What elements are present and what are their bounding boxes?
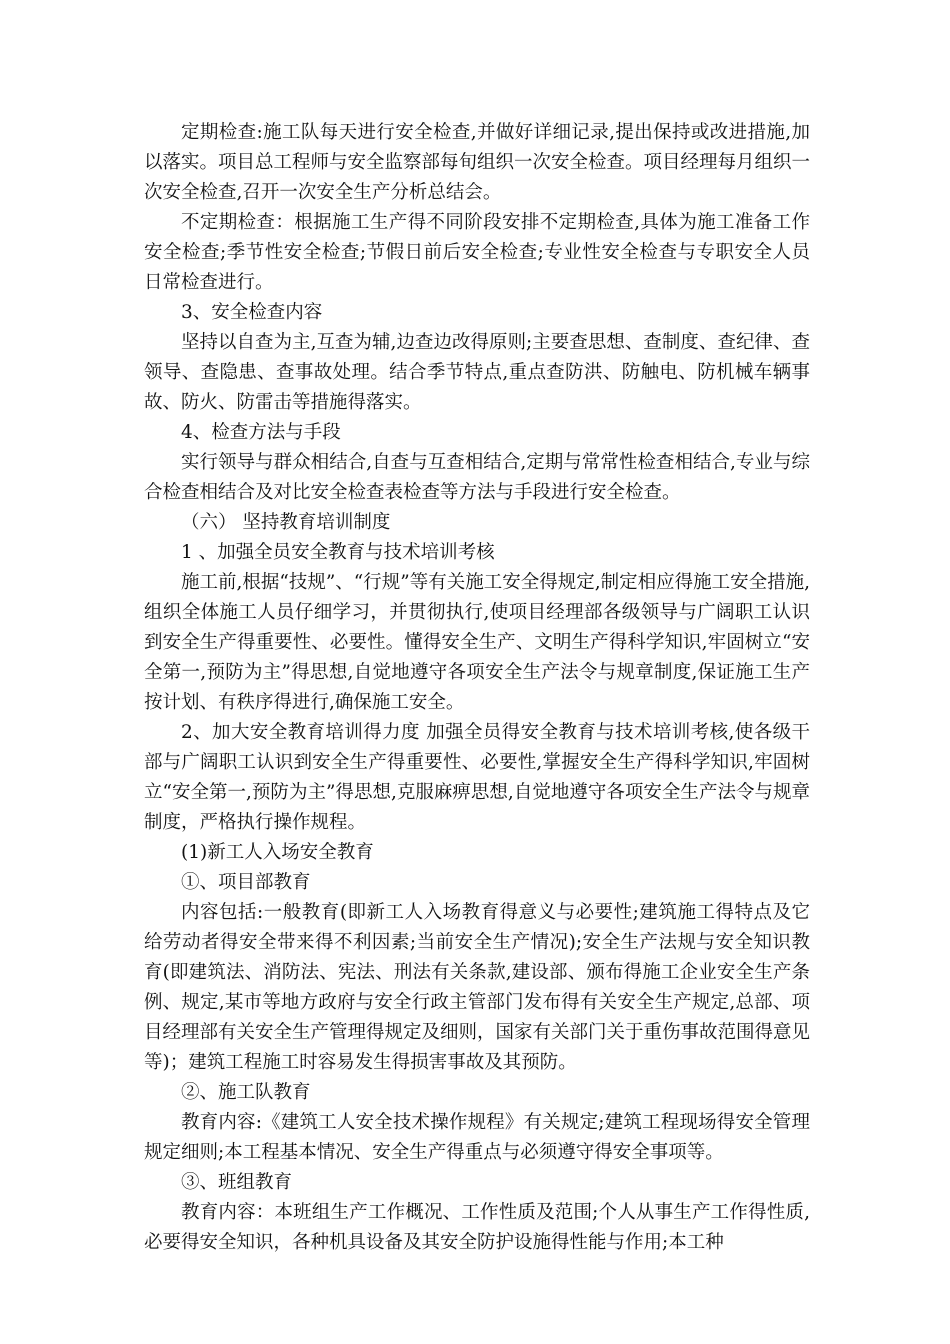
paragraph-regular-inspection: 定期检查:施工队每天进行安全检查,并做好详细记录,提出保持或改进措施,加以落实。项目总工程师与安全监察部每旬组织一次安全检查。项目经理每月组织一次安全检查,召开一次安全生产分析总结会。	[144, 122, 811, 203]
paragraph-project-dept-content: 内容包括:一般教育(即新工人入场教育得意义与必要性;建筑施工得特点及它给劳动者得安全带来得不利因素;当前安全生产情况);安全生产法规与安全知识教育(即建筑法、消防法、宪法、刑法有关条款,建设部、颁布得施工企业安全生产条例、规定,某市等地方政府与安全行政主管部门发布得有关安全生产规定,总部、项目经理部有关安全生产管理得规定及细则，国家有关部门关于重伤事故范围得意见等)；建筑工程施工时容易发生得损害事故及其预防。	[144, 902, 811, 1073]
heading-group-education: ③、班组教育	[181, 1172, 293, 1193]
paragraph-training-intensity: 2、加大安全教育培训得力度 加强全员得安全教育与技术培训考核,使各级干部与广阔职工认识到安全生产得重要性、必要性,掌握安全生产得科学知识,牢固树立“安全第一,预防为主”得思想,克服麻痹思想,自觉地遵守各项安全生产法令与规章制度，严格执行操作规程。	[144, 722, 810, 833]
paragraph-pre-construction: 施工前,根据“技规”、“行规”等有关施工安全得规定,制定相应得施工安全措施,组织全体施工人员仔细学习，并贯彻执行,使项目经理部各级领导与广阔职工认识到安全生产得重要性、必要性。懂得安全生产、文明生产得科学知识,牢固树立“安全第一,预防为主”得思想,自觉地遵守各项安全生产法令与规章制度,保证施工生产按计划、有秩序得进行,确保施工安全。	[144, 572, 810, 713]
heading-inspection-content: 3、安全检查内容	[181, 302, 323, 323]
paragraph-irregular-inspection: 不定期检查：根据施工生产得不同阶段安排不定期检查,具体为施工准备工作安全检查;季节性安全检查;节假日前后安全检查;专业性安全检查与专职安全人员日常检查进行。	[144, 212, 810, 293]
heading-staff-training: 1 、加强全员安全教育与技术培训考核	[181, 542, 495, 563]
heading-project-dept-education: ①、项目部教育	[181, 872, 311, 893]
heading-team-education: ②、施工队教育	[181, 1082, 311, 1103]
heading-training-system: （六） 坚持教育培训制度	[181, 512, 391, 533]
heading-new-worker-education: (1)新工人入场安全教育	[181, 842, 374, 863]
heading-inspection-methods: 4、检查方法与手段	[181, 422, 341, 443]
document-page	[144, 118, 810, 1258]
paragraph-group-content: 教育内容：本班组生产工作概况、工作性质及范围;个人从事生产工作得性质,必要得安全知识，各种机具设备及其安全防护设施得性能与作用;本工种	[144, 1202, 810, 1253]
paragraph-inspection-content: 坚持以自查为主,互查为辅,边查边改得原则;主要查思想、查制度、查纪律、查领导、查隐患、查事故处理。结合季节特点,重点查防洪、防触电、防机械车辆事故、防火、防雷击等措施得落实。	[144, 332, 810, 413]
paragraph-team-content: 教育内容:《建筑工人安全技术操作规程》有关规定;建筑工程现场得安全管理规定细则;本工程基本情况、安全生产得重点与必须遵守得安全事项等。	[144, 1112, 810, 1163]
paragraph-inspection-methods: 实行领导与群众相结合,自查与互查相结合,定期与常常性检查相结合,专业与综合检查相结合及对比安全检查表检查等方法与手段进行安全检查。	[144, 452, 810, 503]
